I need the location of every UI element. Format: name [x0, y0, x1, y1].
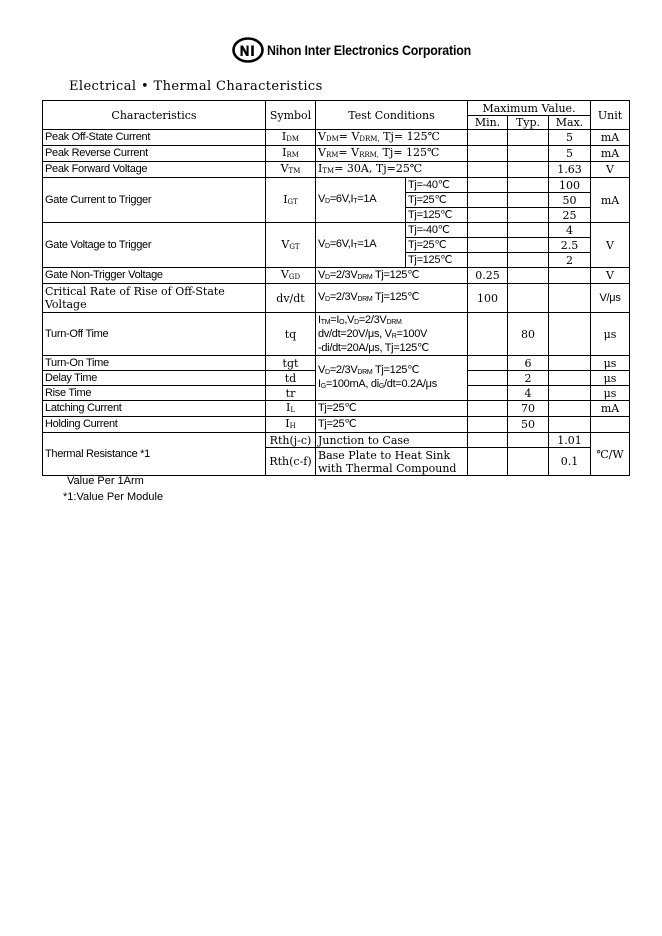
unit [591, 417, 630, 433]
unit: μs [591, 386, 630, 401]
char-name: Turn-On Time [43, 356, 266, 371]
header-characteristics: Characteristics [43, 101, 266, 130]
unit: μs [591, 371, 630, 386]
footnote-per-arm: Value Per 1Arm [67, 475, 144, 487]
min-value [468, 223, 508, 238]
unit: mA [591, 178, 630, 223]
temp-condition: Tj=125℃ [406, 253, 468, 268]
max-value [549, 313, 591, 356]
char-name: Peak Forward Voltage [43, 162, 266, 178]
min-value [468, 162, 508, 178]
min-value [468, 448, 508, 476]
test-condition: $V_D=2/3V_{DRM}$ Tj=125℃ [316, 284, 468, 313]
test-condition: $V_D=2/3V_{DRM}$ Tj=125℃ [316, 268, 468, 284]
min-value [468, 178, 508, 193]
max-value: 50 [549, 193, 591, 208]
char-name: Thermal Resistance *1 [43, 433, 266, 476]
symbol: td [266, 371, 316, 386]
typ-value: 50 [508, 417, 549, 433]
test-condition: Tj=25℃ [316, 417, 468, 433]
min-value [468, 238, 508, 253]
typ-value: 80 [508, 313, 549, 356]
min-value [468, 193, 508, 208]
char-name: Gate Voltage to Trigger [43, 223, 266, 268]
min-value [468, 417, 508, 433]
temp-condition: Tj=25℃ [406, 238, 468, 253]
table-row [43, 130, 630, 146]
typ-value [508, 253, 549, 268]
symbol: $I_H$ [266, 417, 316, 433]
max-value [549, 356, 591, 371]
symbol: tgt [266, 356, 316, 371]
max-value: 4 [549, 223, 591, 238]
test-condition [316, 356, 468, 401]
test-condition: $V_D=6V,I_T=1A$ [316, 223, 406, 268]
min-value [468, 401, 508, 417]
min-value [468, 313, 508, 356]
unit: V/μs [591, 284, 630, 313]
table-row [43, 417, 630, 433]
temp-condition: Tj=-40℃ [406, 178, 468, 193]
max-value [549, 386, 591, 401]
min-value [468, 208, 508, 223]
typ-value [508, 223, 549, 238]
test-condition: $V_{RM}= V_{RRM,}$ Tj= 125℃ [316, 146, 468, 162]
company-logo-icon [232, 37, 264, 63]
max-value: 0.1 [549, 448, 591, 476]
typ-value: 6 [508, 356, 549, 371]
test-condition: $I_{TM}= 30A$, Tj=25℃ [316, 162, 468, 178]
typ-value [508, 268, 549, 284]
symbol: Rth(j-c) [266, 433, 316, 448]
min-value: 0.25 [468, 268, 508, 284]
header-unit: Unit [591, 101, 630, 130]
unit: V [591, 223, 630, 268]
symbol: dv/dt [266, 284, 316, 313]
unit: V [591, 162, 630, 178]
char-name: Peak Reverse Current [43, 146, 266, 162]
symbol: $V_{GT}$ [266, 223, 316, 268]
typ-value [508, 146, 549, 162]
table-row [43, 313, 630, 356]
table-row [43, 162, 630, 178]
test-condition: Junction to Case [316, 433, 468, 448]
typ-value [508, 433, 549, 448]
typ-value [508, 208, 549, 223]
symbol: Rth(c-f) [266, 448, 316, 476]
condition-line: -di/dt=20A/μs, Tj=125℃ [318, 341, 429, 354]
unit: ℃/W [591, 433, 630, 476]
condition-line: $I_G=100mA$, $di_G/dt=0.2A/\mu s$ [318, 378, 437, 390]
typ-value [508, 284, 549, 313]
max-value [549, 417, 591, 433]
symbol: tr [266, 386, 316, 401]
characteristics-table [42, 100, 630, 476]
unit: V [591, 268, 630, 284]
max-value: 2.5 [549, 238, 591, 253]
char-name: Holding Current [43, 417, 266, 433]
symbol: $I_L$ [266, 401, 316, 417]
max-value [549, 268, 591, 284]
symbol: $I_{RM}$ [266, 146, 316, 162]
typ-value [508, 193, 549, 208]
table-row [43, 356, 630, 371]
char-name: Gate Non-Trigger Voltage [43, 268, 266, 284]
temp-condition: Tj=25℃ [406, 193, 468, 208]
typ-value: 2 [508, 371, 549, 386]
min-value [468, 356, 508, 371]
max-value: 2 [549, 253, 591, 268]
min-value [468, 371, 508, 386]
symbol: $I_{GT}$ [266, 178, 316, 223]
typ-value: 70 [508, 401, 549, 417]
footnote-per-module: *1:Value Per Module [63, 491, 164, 503]
max-value: 5 [549, 146, 591, 162]
max-value: 5 [549, 130, 591, 146]
temp-condition: Tj=125℃ [406, 208, 468, 223]
symbol: $V_{TM}$ [266, 162, 316, 178]
header-maximum-value: Maximum Value. [468, 101, 591, 116]
char-name: Turn-Off Time [43, 313, 266, 356]
typ-value: 4 [508, 386, 549, 401]
min-value [468, 386, 508, 401]
condition-line: $V_D=2/3V_{DRM}$ Tj=125℃ [318, 364, 420, 376]
table-row [43, 223, 630, 238]
company-header [232, 36, 489, 64]
test-condition: Base Plate to Heat Sink with Thermal Compound [316, 448, 468, 476]
min-value: 100 [468, 284, 508, 313]
page-title: Electrical • Thermal Characteristics [69, 79, 323, 94]
table-row [43, 401, 630, 417]
char-name: Delay Time [43, 371, 266, 386]
min-value [468, 253, 508, 268]
typ-value [508, 178, 549, 193]
table-header-row [43, 101, 630, 116]
char-name: Latching Current [43, 401, 266, 417]
header-symbol: Symbol [266, 101, 316, 130]
symbol: $V_{GD}$ [266, 268, 316, 284]
char-name: Peak Off-State Current [43, 130, 266, 146]
min-value [468, 146, 508, 162]
unit: μs [591, 356, 630, 371]
char-name: Gate Current to Trigger [43, 178, 266, 223]
unit: μs [591, 313, 630, 356]
typ-value [508, 162, 549, 178]
typ-value [508, 238, 549, 253]
test-condition: Tj=25℃ [316, 401, 468, 417]
max-value: 1.63 [549, 162, 591, 178]
symbol: $I_{DM}$ [266, 130, 316, 146]
symbol: tq [266, 313, 316, 356]
max-value [549, 401, 591, 417]
condition-line: dv/dt=20V/μs, $V_R=100V$ [318, 327, 428, 340]
max-value: 25 [549, 208, 591, 223]
test-condition: $V_D=6V,I_T=1A$ [316, 178, 406, 223]
test-condition [316, 313, 468, 356]
min-value [468, 130, 508, 146]
header-min: Min. [468, 116, 508, 130]
max-value: 100 [549, 178, 591, 193]
typ-value [508, 130, 549, 146]
table-row [43, 178, 630, 193]
unit: mA [591, 130, 630, 146]
char-name: Rise Time [43, 386, 266, 401]
condition-line: $I_{TM}=I_O,V_D=2/3V_{DRM}$ [318, 313, 402, 326]
company-name: Nihon Inter Electronics Corporation [267, 42, 472, 58]
max-value: 1.01 [549, 433, 591, 448]
test-condition: $V_{DM}= V_{DRM,}$ Tj= 125℃ [316, 130, 468, 146]
table-row [43, 433, 630, 448]
max-value [549, 371, 591, 386]
table-row [43, 284, 630, 313]
table-row [43, 146, 630, 162]
unit: mA [591, 401, 630, 417]
typ-value [508, 448, 549, 476]
header-test-conditions: Test Conditions [316, 101, 468, 130]
temp-condition: Tj=-40℃ [406, 223, 468, 238]
max-value [549, 284, 591, 313]
min-value [468, 433, 508, 448]
unit: mA [591, 146, 630, 162]
table-row [43, 268, 630, 284]
char-name: Critical Rate of Rise of Off-State Voltage [43, 284, 266, 313]
header-max: Max. [549, 116, 591, 130]
header-typ: Typ. [508, 116, 549, 130]
